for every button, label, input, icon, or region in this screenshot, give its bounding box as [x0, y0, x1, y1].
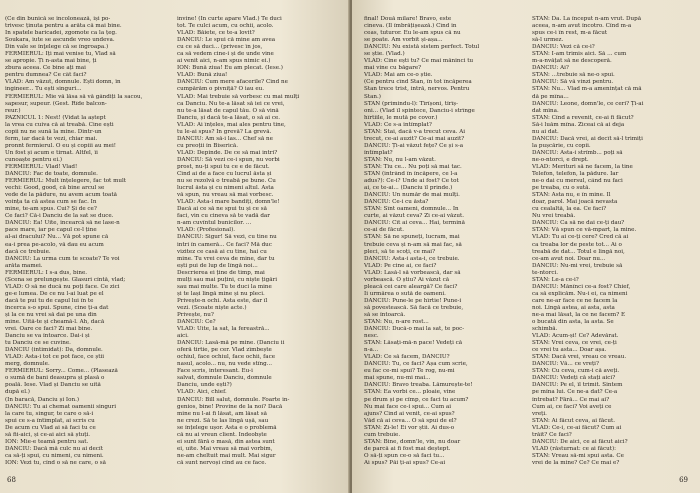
text-line: schimbă. — [532, 326, 558, 333]
text-line: voința ta că astea cum se fac. În — [5, 199, 97, 206]
text-line: Danciu, și dacă te-a lăsat, o să ai ce. — [177, 114, 281, 121]
text-line: ceas, tuturor. Eu le-am spus că nu — [364, 30, 461, 37]
text-line: noi. Lîngă astea, ai asta, asta — [532, 304, 615, 311]
text-line: DANCIU: Cît ai ceva... Hai, termină — [364, 220, 465, 227]
text-line: să se întoarcă. — [364, 311, 406, 318]
text-line: DANCIU: Le spui că mine am avea — [177, 37, 276, 44]
text-line: pronnt fermierul. O eu și copiii au mei! — [5, 142, 117, 149]
text-line: DANCIU: Ți-ai văzut fețe? Ce și s-a — [364, 142, 464, 149]
text-line: STAN: Bine, domn'le, vin, nu doar — [364, 438, 461, 445]
text-line: DANCIU: Fac de toate, domnule. — [5, 171, 98, 178]
text-line: STAN: Vrei ceva, ce vrei, ce-ți — [532, 340, 617, 347]
text-line: VLAD: Bună ziua! — [177, 72, 228, 79]
text-line: STAN: Asta nu, e în mine. Îl — [532, 192, 611, 199]
text-line: STAN: Nu... Vlad m-a amenințat că mă — [532, 86, 642, 93]
text-line: De acum cu Vlad ai să faci tu ce — [5, 424, 96, 431]
text-line: Din vale se înţelege că se îngroapa.) — [5, 44, 109, 51]
text-line: ei sunt fără o masă, din astea sunt — [177, 438, 275, 445]
text-line: DANCIU: Asta-i asta-i, ce trebuie. — [364, 255, 460, 262]
text-line: VLAD: Lasă-l să vorbească, dar să — [364, 269, 461, 276]
text-line: ca treaba lor de peste tot... Ai o — [532, 241, 622, 248]
text-line: DANCIU: Dacă vrei, ai decît să-l trimiți — [532, 135, 643, 142]
text-line: trivesc ținuta pentru a arăta că mai bine. — [5, 23, 122, 30]
text-line: Văd că ai ceva... O să spui de el? — [364, 417, 457, 424]
text-line: STAN: I-am trimis aici. Să ... cum — [532, 51, 627, 58]
text-line: eu fac ce-mi spui? Te rog, nu-mi — [364, 368, 455, 375]
text-line: hîrtiile, le mută pe covor.) — [364, 114, 438, 121]
text-line: trăit? Ce faci? — [532, 431, 572, 438]
text-line: se știe. (Vlad.) — [364, 51, 405, 58]
text-line: DANCIU: Asta-i strîmb... poți să — [532, 149, 623, 156]
text-line: (Ce pentru cînd Stan, în tot încăperea — [364, 79, 472, 86]
text-line: sau mai multe. Tu te duci la mine — [177, 283, 272, 290]
text-line: VLAD: Asta-i tot ce pot face, ce știi — [5, 354, 105, 361]
text-line: VLAD: Ai înțeles, mai ales pentru tine, — [177, 121, 286, 128]
text-line: să fii-aici, și ce-ai aici să ștuți. — [5, 431, 91, 438]
text-line: mine, te-am spus. Cui? Și de ce? — [5, 206, 97, 213]
text-line: DANCIU: Ea! Uite, încearcă să ne lase-n — [5, 220, 120, 227]
text-line: Ai spus? Păi ți-ai spus? Ce-ai — [364, 459, 446, 466]
text-line: DANCIU: Tu ai chemat oamenii singuri — [5, 403, 116, 410]
text-line: ca Danciu. Nu te-a lăsat să iei ce vrei, — [177, 100, 285, 107]
text-line: tu Danciu ce se cuvine. — [5, 340, 71, 347]
text-line: copii nu ne sună la mine. Dintr-un — [5, 128, 102, 135]
text-line: Danciu, unde ești?) — [177, 382, 232, 389]
text-line: DANCIU: Un număr de mai mulți. — [364, 192, 460, 199]
text-line: Soukara, iute se ascunde vreo undeva. — [5, 37, 115, 44]
text-line: ajuns? Cînd ai venit, ce-ai spus? — [364, 410, 455, 417]
text-line: VLAD: Depinde. De ce să mai intri? — [177, 149, 278, 156]
page-number-right: 69 — [679, 476, 688, 484]
text-line: VLAD: Uite, la sat, la fereastră... — [177, 326, 270, 333]
text-line: vezi. (Scoate niște acte.) — [177, 304, 247, 311]
left-page-columns — [5, 16, 341, 466]
text-line: STAN: Vă spun ce vă-mpart, la mine. — [532, 227, 637, 234]
text-line: VLAD (răsturnat: ce ai făcut): — [532, 445, 617, 452]
text-line: prost, nu-ți spui tu ce e de făcut. — [177, 163, 270, 170]
text-line: VLAD: O să ne ducă nu poți face. Ce zici — [5, 283, 120, 290]
text-line: FERMIERUL: Mie vă lăsa să vă gândiți la sacou, — [5, 93, 143, 100]
left-page-column-1 — [5, 16, 169, 466]
text-line: ne crezi. Să te las lîngă ușă, sau — [177, 417, 269, 424]
text-line: VLAD: Pe cine ai, ce faci? — [364, 262, 437, 269]
text-line: DANCIU: Ca să ne dai ce-ți dau? — [532, 220, 625, 227]
text-line: STAN: ...trebuie să ne-o spui. — [532, 72, 615, 79]
text-line: întîmplat? — [364, 149, 393, 156]
text-line: ai venit aici, n-am spus nimic ei.) — [177, 58, 271, 65]
text-line: VLAD: Ce s-a întîmplat? — [364, 121, 432, 128]
text-line: intri în cameră... Ce faci? Mă duc — [177, 241, 272, 248]
right-page-column-1 — [364, 16, 524, 466]
text-line: Cînd ai de a face cu lucrul ăsta și — [177, 171, 272, 178]
text-line: mine. Uită-te și cheamă-l. Ah, dacă — [5, 319, 105, 326]
text-line: DANCIU: Ce? — [177, 319, 216, 326]
text-line: ai, ce te-ai... (Danciu îl prinde.) — [364, 185, 453, 192]
text-line: că sunt nervoși cînd au ce face. — [177, 459, 267, 466]
text-line: VLAD: Mai am ce-o știe. — [364, 72, 433, 79]
text-line: sapesur, supeur. (Gest. Rîde balcon- — [5, 100, 107, 107]
text-line: final! Două milare! Bravo, este — [364, 16, 452, 22]
text-line: n-am cuvîntul bunicilor. ... — [177, 220, 252, 227]
text-line: VLAD: Asta-i mare bandiți, domn'le! — [177, 199, 280, 206]
text-line: cu preoții în Biserică. — [177, 142, 239, 149]
page-number-left: 68 — [7, 476, 16, 484]
text-line: cunoaște pentru ei.) — [5, 156, 63, 163]
text-line: DANCIU: Ducă-o mai la sat, te poc- — [364, 326, 465, 333]
text-line: DANCIU: Să vezi ce-i spun, nu vorbi — [177, 156, 280, 163]
text-line: Privește-n ochi. Asta este, dar îl — [177, 297, 268, 304]
text-line: FERMIERUL: Iți mai venise tu, Vlad să — [5, 51, 116, 58]
text-line: VLAD: Mai trebuie să vorbesc cu mai mulți — [177, 93, 300, 100]
text-line: ea-i prea pe-acolo, vă dau eu acum — [5, 241, 104, 248]
text-line: mai spune, nu-mi mai... — [364, 375, 431, 382]
text-line: STAN: Stai, dacă v-a trecut ceva. Ai — [364, 128, 466, 135]
text-line: cu cealaltă, la ea. Ce faci? — [532, 206, 607, 213]
text-line: ca să-ți spui, cu nimeni, cu nimeni. — [5, 452, 104, 459]
text-line: VLAD: Tu ai ce-ți cere? Cred că ai — [532, 234, 629, 241]
text-line: să-l urmez. — [532, 37, 564, 44]
text-line: m-a-nvățat să ne descoperă. — [532, 58, 612, 65]
text-line: al-ai dracului? Nu... Vă pot spune că — [5, 234, 109, 241]
text-line: invine! (În curte apare Vlad.) Te duci — [177, 16, 282, 22]
text-line: vrei de la mine? Ce? Ce mai e? — [532, 459, 620, 466]
text-line: STAN: Dacă vrei, vreau ce vreau. — [532, 354, 627, 361]
text-line: ION: Bună ziua! Eu am plecat. (Iese.) — [177, 65, 283, 72]
right-page-column-2 — [532, 16, 692, 466]
text-line: ești pui de lup de lîngă noi... — [177, 262, 258, 269]
text-line: vorbească. O știu? Ai văzut că — [364, 276, 450, 283]
text-line: Dacă ai ce să ne spui tu și ce să — [177, 206, 267, 213]
text-line: cumpărăm o pivniță? O iau eu. — [177, 86, 265, 93]
left-page-column-2 — [177, 16, 341, 466]
text-line: DANCIU: Pe el, îl trimit. Sîntem — [532, 382, 623, 389]
text-line: n-a... — [364, 347, 379, 354]
text-line: (În baracă, Danciu și Ion.) — [5, 396, 80, 403]
text-line: pe treaba, cu o sută. — [532, 185, 591, 192]
text-line: VLAD: Acum-și! Ce? Adevărat. — [532, 333, 619, 340]
text-line: Danciu se va întoarce. Dai-i și — [5, 333, 90, 340]
text-line: În spatele baricadei, zgomote ca la țeg. — [5, 30, 117, 37]
text-line: ca să vedem cine-i și de unde vine — [177, 51, 274, 58]
text-line: adus?): Ce-i? Unde ai fost? Ce tot — [364, 178, 459, 185]
text-line: Nu vrei treabă. — [532, 213, 576, 220]
text-line: VLAD: Ce-i, ce-ai făcut? Cum ai — [532, 424, 622, 431]
text-line: faci, vin cu cineva să te vadă dar — [177, 213, 270, 220]
text-line: Nu mai face ce-i spui... Cum ai — [364, 403, 452, 410]
text-line: întrebat? Fără... Ce mai ai? — [532, 396, 610, 403]
text-line: curte, ai văzut ceva? Zi ce-ai văzut. — [364, 213, 464, 220]
text-line: DANCIU: De aici, ce ai făcut aici? — [532, 438, 628, 445]
text-line: STAN: Tiu ce... Nu poți să mai tac. — [364, 163, 462, 170]
text-line: DANCIU: Dacă mă culc nu ai decît — [5, 445, 103, 452]
text-line: DANCIU: Cum mere afacerile? Cînd ne — [177, 79, 288, 86]
text-line: STAN: Vreau să-mi spui asta. Ce — [532, 452, 624, 459]
text-line: ION: Mie-e teamă pentru sat. — [5, 438, 89, 445]
text-line: vechi: Good, good, că bine arcul se — [5, 185, 105, 192]
text-line: nu se rezolvă o treabă pe bune. Cu — [177, 178, 276, 185]
text-line: se înțelege ușor. Asta e o problemă — [177, 424, 277, 431]
text-line: oni... (Vlad îl spintece, Danciu-i strînge — [364, 107, 475, 114]
text-line: STAN: Nu, nu l-am văzut. — [364, 156, 436, 163]
text-line: DANCIU: Pune-le pe hîrtie! Pune-i — [364, 297, 462, 304]
text-line: DANCIU: Bravo treaba. Lămurește-te! — [364, 382, 473, 389]
text-line: mine nu l-ai fi lăsat, am lăsat să — [177, 410, 267, 417]
text-line: VLAD: Aici, chief. — [177, 389, 227, 396]
text-line: DANCIU: Mănînci ce-a fost? Chief, — [532, 283, 631, 290]
text-line: te-ntorci. — [532, 269, 559, 276]
text-line: o sumă de bani deasupra și plasă o — [5, 375, 105, 382]
text-line: STAN: Să ne spuneți, lucram, mai — [364, 234, 460, 241]
right-page — [352, 0, 700, 493]
text-line: STAN: Da. La început n-am vrut. După — [532, 16, 642, 22]
text-line: oferă tirtie, pe cer. Vlad zîmbește — [177, 347, 272, 354]
text-line: O să-ți spun ce-o să faci tu... — [364, 452, 445, 459]
text-line: și la ce nu vrei să dai pe una din — [5, 311, 97, 318]
text-line: mulți sau mai puțini, cu niște țigări — [177, 276, 277, 283]
text-line: poală. Iese. Vlad și Danciu se uită — [5, 382, 101, 389]
text-line: DANCIU: Ai? — [532, 65, 569, 72]
text-line: STAN: Sînt oameni, domnule... În — [364, 206, 459, 213]
text-line: trecut, ce-ai auzit? Ce-ai mai auzit? — [364, 135, 465, 142]
text-line: VLAD: Merituri să ne facem, la tine — [532, 163, 633, 170]
text-line: STAN: Cînd a revenit, ce-ai fi făcut? — [532, 114, 634, 121]
text-line: și te lași lîngă mine și nu pleci. — [177, 290, 265, 297]
text-line: ce-am avut noi. Doar nu... — [532, 255, 606, 262]
text-line: ION: Vezi tu, cînd o să ne care, o să — [5, 459, 106, 466]
text-line: STAN: Zi-le! Ei vor știi. Ai dus-o — [364, 424, 455, 431]
text-line: lucrul ăsta și cu nimeni altul. Asta — [177, 185, 274, 192]
text-line: la pușcărie, cu copii. — [532, 142, 591, 149]
text-line: trebuie ceva și n-am să mai fac, să — [364, 241, 462, 248]
text-line: (Scena se prelungește. Glasuri cîntă, vlad; — [5, 276, 126, 283]
text-line: Un fost și acum e tirnat. Altfel, îi — [5, 149, 98, 156]
text-line: DANCIU: Nu există sistem perfect. Totul — [364, 44, 480, 51]
text-line: STAN: Ai făcut ceva, ai făcut. — [532, 417, 615, 424]
text-line: cineva. (Îl îmbrățișează.) Cînd în — [364, 23, 457, 30]
text-line: ne-o-ntorci, e drept. — [532, 156, 589, 163]
text-line: zbura aceea. Ce bine ați mai — [5, 65, 86, 72]
text-line: STAN (intrând în încăpere, ce l-a — [364, 171, 458, 178]
text-line: FERMIERUL: Mult înțelegere, fac tot mult — [5, 178, 127, 185]
text-line: DANCIU: Tu, ce faci? Așa cum scrie, — [364, 361, 468, 368]
text-line: ge-e lumea. De ce nu l-ai luat pe el — [5, 290, 104, 297]
text-line: DANCIU (intimidat): Da, domnule. — [5, 347, 103, 354]
text-line: DANCIU: La urma cum te scoate? Te voi — [5, 255, 120, 262]
text-line: la vrea cu cuiva că ai treabă. Cine ești — [5, 121, 114, 128]
text-line: cu ce să duci... (privesc în jos, — [177, 44, 263, 51]
text-line: nasul, acolo... nu, nu vede stîng... — [177, 361, 273, 368]
text-line: Stan trece trist, intră, nervos. Pentru — [364, 86, 470, 93]
text-line: pace mare, iar pe capul ce-l ține — [5, 227, 97, 234]
text-line: ne-am cheltuit mai mult. Mai sigur — [177, 452, 276, 459]
text-line: de parcă ai fi fost mai deștept. — [364, 445, 451, 452]
text-line: FERMIERUL: I s-a dus, bine. — [5, 269, 88, 276]
text-line: ce vrei tu asta... Doar așa. — [532, 347, 607, 354]
text-line: ochiul, face ochiul, face ochii, face — [177, 354, 276, 361]
text-line: dat mîna. — [532, 107, 559, 114]
text-line: (Ce din bunică se încolonează, iși po- — [5, 16, 111, 22]
text-line: reur.) — [5, 107, 21, 114]
text-line: ne-a mai lăsat, la ce ne facem? E — [532, 311, 626, 318]
text-line: dacă ce trebuie. — [5, 248, 51, 255]
text-line: Stan.) — [364, 93, 381, 100]
text-line: Ce faci? Că-i Danciu de la sat se duce. — [5, 213, 114, 220]
text-line: nesc. — [364, 333, 379, 340]
text-line: DANCIU: Să vă vinzi pentru. — [532, 79, 614, 86]
text-line: DANCIU: Vezi că ce-i? — [532, 44, 595, 51]
text-line: DANCIU: Vedeți că stați aici? — [532, 375, 616, 382]
text-line: DANCIU: Am să-i las... Chef să ne — [177, 135, 273, 142]
text-line: VLAD: (Profesional). — [177, 227, 236, 234]
text-line: dacă te pui tu de capul lui în te — [5, 297, 94, 304]
text-line: DANCIU: Vă... ce vreți? — [532, 361, 599, 368]
text-line: STAN: Nu, n-are rost... — [364, 319, 429, 326]
text-line: se poate. Am vorbit și-așa... — [364, 37, 443, 44]
text-line: o bucată din asta, la asta. Se — [532, 319, 614, 326]
text-line: STAN: Le-a ce-i? — [532, 276, 579, 283]
text-line: PAZNICUL 1: Nest! (Vidat la aștept — [5, 114, 106, 121]
text-line: vă spun, nu vreau să mai vorbesc. — [177, 192, 274, 199]
text-line: Telefon, telefon, la pădure. Iar — [532, 171, 619, 178]
text-line: ei, uite. Mai vreau să mai vorbim, — [177, 445, 273, 452]
text-line: aici. — [177, 333, 189, 340]
text-line: DANCIU: Nu-mi vrei, trebuie să — [532, 262, 623, 269]
text-line: pe mîna lui. Ce ne-a dat? Ce-a — [532, 389, 618, 396]
text-line: VLAD: Am văzut, domnule. Ești domn, în — [5, 79, 121, 86]
text-line: care ne-ar face ce ne facem la — [532, 297, 618, 304]
text-line: se apropie. Ți n-asta mai bine, ți — [5, 58, 97, 65]
text-line: ca să explicăm. Nu-i ei, ca nimeni — [532, 290, 628, 297]
text-line: dă pe mîna... — [532, 93, 569, 100]
text-line: STAN: Ea vorbi ce... ploaie, vine — [364, 389, 456, 396]
text-line: vreți. — [532, 410, 547, 417]
text-line: să povestească. Să facă ce trebuie, — [364, 304, 464, 311]
text-line: Să-i luăm mîna. Ziceai că ai deja — [532, 121, 625, 128]
text-line: VLAD: Băiete, ce te-a lovit? — [177, 30, 255, 37]
text-line: FERMIERUL: Sorry... Come... (Plasează — [5, 368, 118, 375]
text-line: cum trebuie. — [364, 431, 401, 438]
text-line: Cum ai, ce faci? Voi aveți ce — [532, 403, 612, 410]
text-line: DANCIU: Lasă-mă pe mine. (Danciu ii — [177, 340, 285, 347]
text-line: Face scris, interesant. Eu-i — [177, 368, 253, 375]
text-line: pleci, să te scoți, ce mai? — [364, 248, 436, 255]
text-line: VLAD: Ce să facem, DANCIU? — [364, 354, 450, 361]
text-line: ferm, iar dacă te vezi, chiar mai. — [5, 135, 98, 142]
text-line: mai vine cu băgare? — [364, 65, 422, 72]
text-line: Descrierea ei ține de timp, mai — [177, 269, 265, 276]
text-line: încerca s-o spui. Spune, cine ți-a dat — [5, 304, 109, 311]
text-line: VLAD: Cine ești tu? Ce mai mănînci tu — [364, 58, 474, 65]
text-line: Îi urmărea o sută de oameni. — [364, 290, 446, 297]
text-line: mine. Tu vrei ceva de mine, dar tu — [177, 255, 275, 262]
text-line: Privește, nu? — [177, 311, 214, 318]
text-line: spui ce s-a întîmplat, ai scris cu — [5, 417, 95, 424]
text-line: vede de la pădure, nu avem acum toată — [5, 192, 117, 199]
text-line: ce-ai de făcut. — [364, 227, 405, 234]
text-line: genios, bine! Provine de la noi? Dacă — [177, 403, 283, 410]
text-line: nu ai dat. — [532, 128, 559, 135]
text-line: salvat, domnule Danciu, domnule — [177, 375, 272, 382]
text-line: DANCIU: Ce-i cu ăsta? — [364, 199, 429, 206]
text-line: spus ce-i în rest, m-a făcut — [532, 30, 608, 37]
text-line: pleacă cei care aleargă? Ce faci? — [364, 283, 458, 290]
text-line: STAN: Cu ceva, cum-i că aveți. — [532, 368, 620, 375]
text-line: că nu ai vreun client. Îndeobște — [177, 431, 267, 438]
text-line: DANCIU: Sigur! Să vezi, cu tine nu — [177, 234, 277, 241]
text-line: treabă de dat... Totul e lîngă noi, — [532, 248, 625, 255]
text-line: vrei. Oare ce faci? Zi mai bine. — [5, 326, 93, 333]
text-line: merg, domnule. — [5, 361, 50, 368]
text-line: după el.) — [5, 389, 30, 396]
text-line: FERMIERUL: Vlad! Vlad! — [5, 163, 78, 170]
text-line: ingineer... Tu ești singuri... — [5, 86, 82, 93]
text-line: aceea, n-am avut încotro. Cînd m-a — [532, 23, 632, 30]
right-page-columns — [364, 16, 692, 466]
text-line: STAN (primindu-l): Tîrîșoni, tîrîș- — [364, 100, 459, 107]
text-line: tu le-ai spus? În grevă? La grevă. — [177, 128, 272, 135]
text-line: nu te-a lăsat de capul tău. O să vină — [177, 107, 279, 114]
text-line: vizitez ce casă ai cu tine, hai cu — [177, 248, 267, 255]
text-line: tot. Te culci acum, cu ochii, acolo. — [177, 23, 274, 30]
text-line: STAN: Lăsați-mă-n pace! Vedeți că — [364, 340, 463, 347]
text-line: DANCIU: Bill salut, domnule. Foarte in- — [177, 396, 290, 403]
text-line: pentru dumnea? Ce cât faci? — [5, 72, 87, 79]
text-line: doar, parol. Mai joacă nevasta — [532, 199, 618, 206]
text-line: DANCIU: Leone, domn'le, ce ceri? Ți-ai — [532, 100, 644, 107]
text-line: pe drum și pe cîmp, ce faci tu acum? — [364, 396, 469, 403]
text-line: arăta mamei. — [5, 262, 43, 269]
text-line: la care tu, singur, te care o să-i — [5, 410, 94, 417]
text-line: ne-o dai cu mersul, când nu faci — [532, 178, 623, 185]
